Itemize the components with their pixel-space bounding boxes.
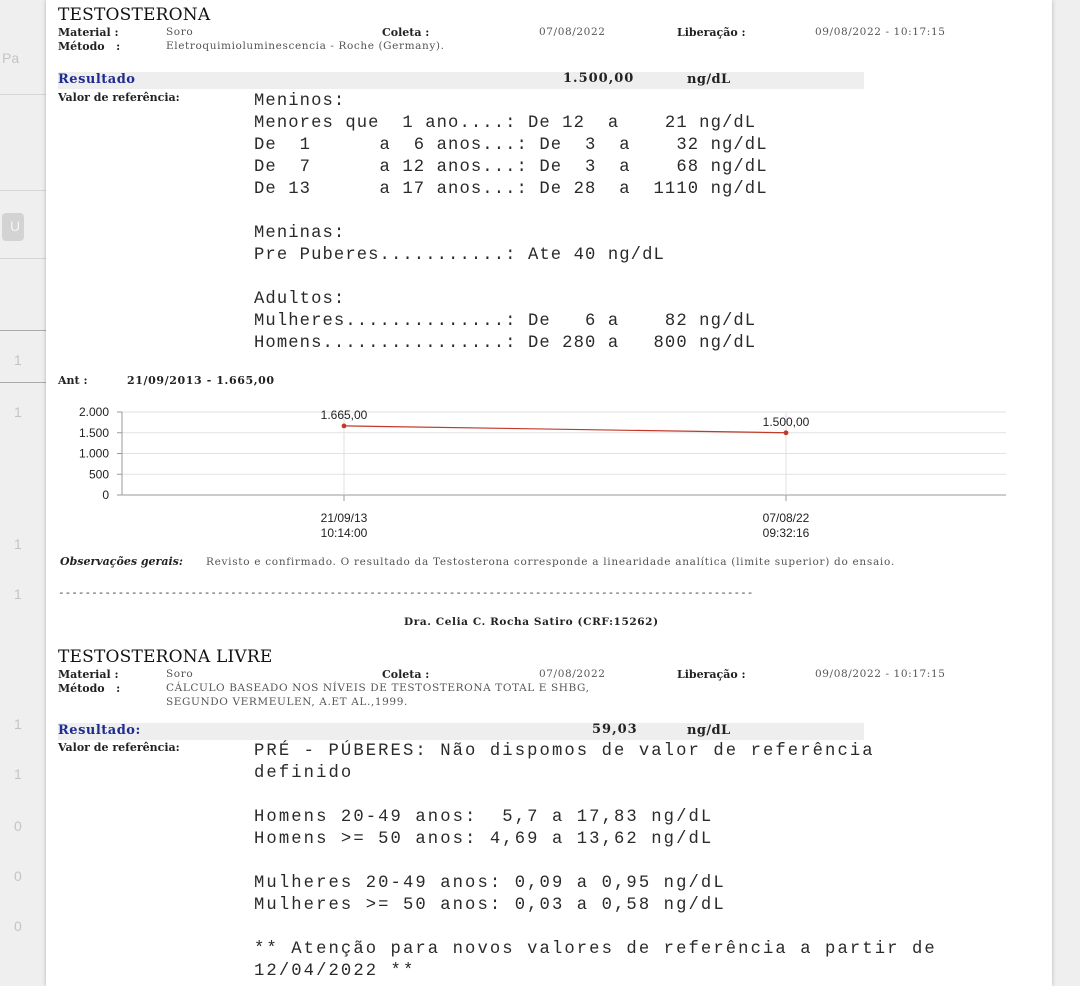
background-fragment: Pa [2, 50, 20, 66]
coleta-label: Coleta : [382, 26, 430, 39]
metodo-value: CÁLCULO BASEADO NOS NÍVEIS DE TESTOSTERONA TOTAL E SHBG, [166, 682, 590, 694]
result-value: 1.500,00 [563, 71, 635, 86]
material-value: Soro [166, 668, 194, 680]
x-tick-time: 10:14:00 [320, 526, 368, 540]
exam-title: TESTOSTERONA [58, 5, 211, 25]
reference-line: Homens................: De 280 a 800 ng/dL [254, 334, 757, 353]
reference-values-block [254, 741, 937, 983]
liberacao-label: Liberação : [677, 668, 746, 681]
result-value: 59,03 [592, 722, 638, 737]
background-divider [0, 190, 46, 191]
liberacao-value: 09/08/2022 - 10:17:15 [815, 668, 946, 680]
reference-line: Adultos: [254, 290, 346, 309]
signature: Dra. Celia C. Rocha Satiro (CRF:15262) [404, 616, 659, 628]
reference-line: 12/04/2022 ** [254, 962, 416, 981]
background-fragment: 1 [14, 586, 22, 602]
background-fragment: 0 [14, 868, 22, 884]
reference-line: Meninos: [254, 92, 346, 111]
coleta-value: 07/08/2022 [539, 26, 606, 38]
y-tick-label: 1.500 [78, 425, 109, 440]
lab-report-page[interactable] [46, 0, 1052, 986]
metodo-value: Eletroquimioluminescencia - Roche (Germany). [166, 40, 445, 52]
data-label: 1.500,00 [762, 414, 810, 429]
metodo-value-continued: SEGUNDO VERMEULEN, A.ET AL.,1999. [166, 696, 408, 708]
data-point [784, 430, 789, 435]
series-line [344, 426, 786, 433]
x-tick-date: 07/08/22 [762, 511, 810, 525]
background-divider [0, 330, 46, 331]
reference-line: Mulheres >= 50 anos: 0,03 a 0,58 ng/dL [254, 896, 726, 915]
reference-line: definido [254, 764, 354, 783]
metodo-label: Método : [58, 682, 121, 695]
background-divider [0, 94, 46, 95]
background-divider [0, 382, 46, 383]
observations-label: Observações gerais: [60, 555, 183, 568]
observations-text: Revisto e confirmado. O resultado da Testosterona corresponde a linearidade analítica (limite superior) do ensaio. [206, 556, 895, 568]
reference-line [254, 267, 768, 289]
liberacao-label: Liberação : [677, 26, 746, 39]
x-tick-date: 21/09/13 [320, 511, 368, 525]
background-chip [2, 213, 24, 241]
reference-line: ** Atenção para novos valores de referência a partir de [254, 940, 937, 959]
background-divider [0, 258, 46, 259]
data-label: 1.665,00 [320, 407, 368, 422]
material-label: Material : [58, 668, 119, 681]
liberacao-value: 09/08/2022 - 10:17:15 [815, 26, 946, 38]
reference-line: Pre Puberes...........: Ate 40 ng/dL [254, 246, 665, 265]
coleta-label: Coleta : [382, 668, 430, 681]
material-value: Soro [166, 26, 194, 38]
coleta-value: 07/08/2022 [539, 668, 606, 680]
previous-result-value: 21/09/2013 - 1.665,00 [127, 374, 275, 387]
result-bar [58, 72, 864, 89]
result-unit: ng/dL [687, 723, 731, 738]
reference-line: Mulheres..............: De 6 a 82 ng/dL [254, 312, 757, 331]
reference-line: Menores que 1 ano....: De 12 a 21 ng/dL [254, 114, 757, 133]
previous-result-label: Ant : [58, 374, 88, 387]
reference-line: Homens >= 50 anos: 4,69 a 13,62 ng/dL [254, 830, 714, 849]
result-unit: ng/dL [687, 72, 731, 87]
reference-line [254, 785, 937, 807]
reference-line: De 7 a 12 anos...: De 3 a 68 ng/dL [254, 158, 768, 177]
result-label: Resultado: [58, 723, 141, 738]
reference-values-block [254, 91, 768, 355]
reference-label: Valor de referência: [58, 741, 180, 754]
background-fragment: U [10, 218, 21, 234]
result-label: Resultado [58, 72, 136, 87]
background-fragment: 0 [14, 918, 22, 934]
background-fragment: 0 [14, 818, 22, 834]
reference-label: Valor de referência: [58, 91, 180, 104]
reference-line [254, 851, 937, 873]
reference-line: De 1 a 6 anos...: De 3 a 32 ng/dL [254, 136, 768, 155]
reference-line: Mulheres 20-49 anos: 0,09 a 0,95 ng/dL [254, 874, 726, 893]
background-fragment: 1 [14, 716, 22, 732]
reference-line: De 13 a 17 anos...: De 28 a 1110 ng/dL [254, 180, 768, 199]
background-fragment: 1 [14, 766, 22, 782]
reference-line: Homens 20-49 anos: 5,7 a 17,83 ng/dL [254, 808, 714, 827]
metodo-label: Método : [58, 40, 121, 53]
background-fragment: 1 [14, 352, 22, 368]
background-fragment: 1 [14, 404, 22, 420]
y-tick-label: 500 [88, 467, 109, 482]
y-tick-label: 1.000 [78, 446, 109, 461]
y-tick-label: 0 [102, 488, 109, 502]
y-tick-label: 2.000 [78, 405, 109, 419]
background-fragment: 1 [14, 536, 22, 552]
result-history-chart [46, 400, 1052, 545]
exam-title: TESTOSTERONA LIVRE [58, 647, 273, 667]
separator-dashes: --------------------------------------------------------------------------------------------------------- [58, 586, 754, 599]
reference-line [254, 201, 768, 223]
material-label: Material : [58, 26, 119, 39]
data-point [342, 424, 347, 429]
reference-line: PRÉ - PÚBERES: Não dispomos de valor de referência [254, 742, 875, 761]
reference-line: Meninas: [254, 224, 346, 243]
reference-line [254, 917, 937, 939]
result-bar [58, 723, 864, 740]
x-tick-time: 09:32:16 [762, 526, 810, 540]
